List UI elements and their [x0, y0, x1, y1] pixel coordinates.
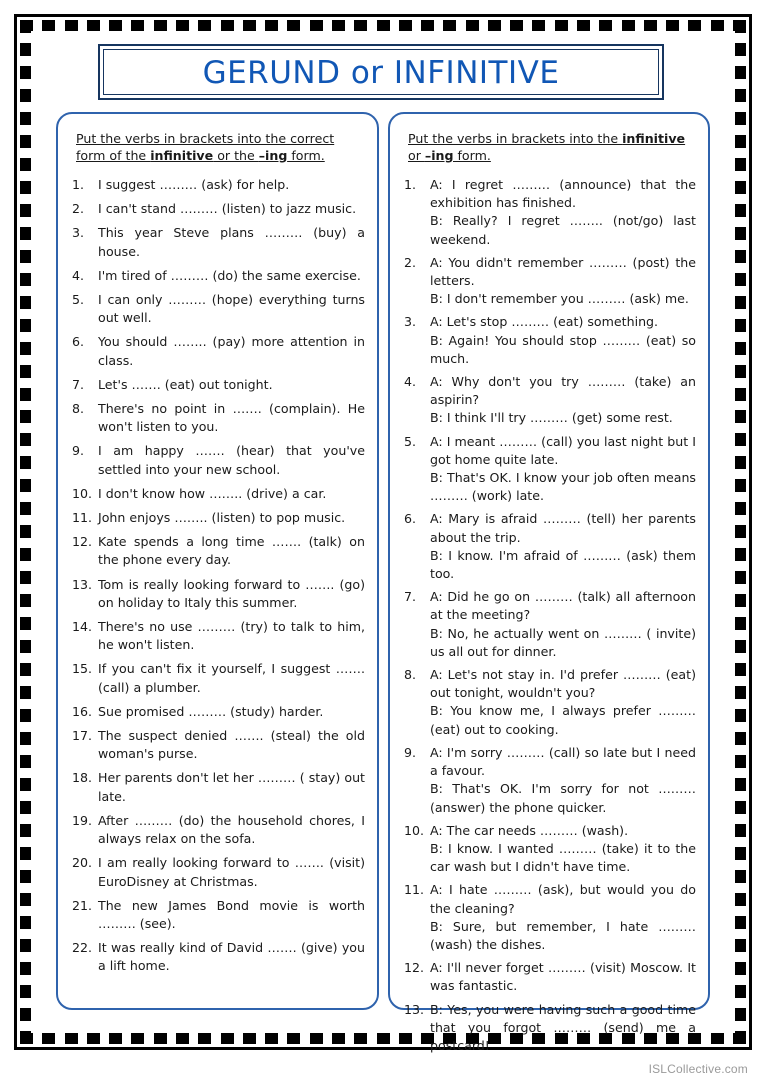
item-number: 9. [72, 443, 85, 459]
list-item [72, 812, 365, 848]
item-number: 1. [72, 177, 85, 192]
item-text: Her parents don't let her ……… ( stay) out late. [98, 770, 365, 804]
item-text: B: Again! You should stop ……… (eat) so much. [430, 332, 696, 366]
item-text: B: I don't remember you ……… (ask) me. [430, 291, 689, 307]
instructions-left-infinitive: infinitive [150, 148, 214, 163]
item-text: I can only ……… (hope) everything turns out well. [98, 292, 365, 326]
instructions-left-line2e: form. [287, 148, 325, 163]
worksheet-title-box [98, 44, 664, 100]
list-item [404, 1001, 696, 1056]
item-number: 19. [72, 812, 93, 828]
list-item [72, 660, 365, 696]
item-number: 4. [72, 267, 85, 283]
instructions-left-line2c: or the [213, 148, 259, 163]
item-number: 3. [72, 225, 85, 241]
item-text: I am really looking forward to ……. (visit) EuroDisney at Christmas. [98, 855, 365, 889]
item-text: The new James Bond movie is worth ……… (see). [98, 897, 365, 931]
item-number: 22. [72, 940, 93, 956]
item-number: 7. [72, 376, 85, 392]
instructions-left-line1: Put the verbs in brackets into the correct [76, 131, 335, 146]
item-number: 4. [404, 374, 417, 390]
list-item [72, 576, 365, 612]
item-text: B: I think I'll try ……… (get) some rest. [430, 410, 673, 426]
item-text: A: The car needs ……… (wash). [430, 822, 629, 838]
item-text: A: I hate ……… (ask), but would you do the cleaning? [430, 882, 696, 916]
list-item [72, 485, 365, 503]
item-text: A: Mary is afraid ……… (tell) her parents about the trip. [430, 511, 696, 545]
exercise-column-left [56, 112, 379, 1010]
item-number: 12. [72, 534, 93, 550]
item-text: A: I'm sorry ……… (call) so late but I need a favour. [430, 744, 696, 779]
page-title: GERUND or INFINITIVE [202, 55, 560, 91]
list-item [72, 703, 365, 721]
item-number: 8. [72, 401, 85, 417]
item-text: Tom is really looking forward to ……. (go) on holiday to Italy this summer. [98, 576, 365, 610]
item-number: 16. [72, 703, 93, 719]
instructions-left-ing: –ing [258, 148, 288, 163]
list-item [72, 854, 365, 890]
item-number: 2. [404, 254, 417, 270]
item-number: 12. [404, 960, 425, 976]
item-text: John enjoys …….. (listen) to pop music. [98, 510, 346, 526]
list-item [72, 533, 365, 569]
item-number: 15. [72, 661, 93, 677]
instructions-left [76, 130, 365, 164]
list-item [72, 176, 365, 194]
item-text: There's no use ……… (try) to talk to him, he won't listen. [98, 619, 365, 653]
instructions-right-infinitive: infinitive [622, 131, 686, 146]
list-item [404, 176, 696, 249]
item-number: 13. [72, 576, 93, 592]
item-text: A: I regret ……… (announce) that the exhibition has finished. [430, 177, 696, 211]
item-text: Let's ……. (eat) out tonight. [98, 376, 273, 392]
item-text: B: Yes, you were having such a good time that you forgot ……… (send) me a postcard! [430, 1001, 696, 1053]
item-text: B: That's OK. I know your job often means ……… (work) late. [430, 470, 696, 504]
item-text: There's no point in ……. (complain). He won't listen to you. [98, 401, 365, 435]
list-item [404, 433, 696, 506]
item-number: 21. [72, 897, 93, 913]
item-number: 5. [404, 433, 417, 449]
list-item [404, 959, 696, 995]
instructions-right-line1a: Put the verbs in brackets into the [408, 131, 623, 146]
item-text: Kate spends a long time ……. (talk) on the phone every day. [98, 534, 365, 568]
list-item [404, 254, 696, 309]
list-item [72, 509, 365, 527]
instructions-right-line2a: or [408, 148, 425, 163]
list-item [72, 333, 365, 369]
item-text: Sue promised ……… (study) harder. [98, 703, 324, 719]
instructions-left-line2a: form of the [76, 148, 151, 163]
list-item [404, 588, 696, 661]
item-text: If you can't fix it yourself, I suggest ……. (call) a plumber. [98, 661, 365, 695]
item-text: The suspect denied ……. (steal) the old woman's purse. [98, 728, 365, 762]
item-number: 8. [404, 667, 417, 683]
list-item [404, 822, 696, 877]
list-item [72, 769, 365, 805]
list-item [404, 666, 696, 739]
item-number: 2. [72, 201, 85, 217]
item-text: A: Let's not stay in. I'd prefer ……… (eat) out tonight, wouldn't you? [430, 667, 696, 701]
item-number: 5. [72, 292, 85, 308]
item-text: B: No, he actually went on ……… ( invite) us all out for dinner. [430, 625, 696, 659]
decorative-dash-left [20, 20, 31, 1044]
item-number: 10. [72, 485, 93, 501]
list-item [404, 510, 696, 583]
instructions-right-ing: –ing [424, 148, 454, 163]
list-item [72, 442, 365, 478]
list-item [72, 897, 365, 933]
item-number: 9. [404, 744, 417, 760]
item-text: This year Steve plans ……… (buy) a house. [98, 225, 365, 259]
item-number: 6. [72, 334, 85, 350]
list-item [72, 400, 365, 436]
list-item [404, 744, 696, 817]
exercise-column-right [388, 112, 710, 1053]
item-number: 3. [404, 314, 417, 330]
item-number: 1. [404, 177, 417, 192]
list-item [72, 376, 365, 394]
item-number: 13. [404, 1001, 425, 1017]
item-text: A: Why don't you try ……… (take) an aspirin? [430, 374, 696, 408]
item-number: 17. [72, 728, 93, 744]
list-item [72, 939, 365, 975]
item-number: 20. [72, 855, 93, 871]
item-number: 7. [404, 589, 417, 605]
list-item [404, 373, 696, 428]
item-text: A: Did he go on ……… (talk) all afternoon at the meeting? [430, 589, 696, 623]
item-text: It was really kind of David ……. (give) you a lift home. [98, 940, 365, 974]
item-text: I'm tired of ……… (do) the same exercise. [98, 267, 361, 283]
list-item [404, 881, 696, 954]
question-list-left [72, 176, 365, 976]
list-item [72, 618, 365, 654]
item-text: A: You didn't remember ……… (post) the letters. [430, 254, 696, 289]
item-text: A: Let's stop ……… (eat) something. [430, 314, 659, 330]
list-item [72, 200, 365, 218]
list-item [72, 267, 365, 285]
list-item [72, 727, 365, 763]
item-number: 10. [404, 822, 425, 838]
item-text: A: I'll never forget ……… (visit) Moscow. It was fantastic. [430, 960, 696, 994]
question-list-right [404, 176, 696, 1055]
item-text: B: That's OK. I'm sorry for not ……… (answer) the phone quicker. [430, 781, 696, 815]
item-text: I am happy ……. (hear) that you've settled into your new school. [98, 443, 365, 477]
instructions-right-line2c: form. [453, 148, 491, 163]
item-text: I suggest ……… (ask) for help. [98, 177, 290, 192]
item-number: 6. [404, 511, 417, 527]
item-text: A: I meant ……… (call) you last night but I got home quite late. [430, 433, 696, 467]
list-item [72, 291, 365, 327]
item-text: I don't know how …….. (drive) a car. [98, 485, 327, 501]
item-number: 18. [72, 770, 93, 786]
item-number: 11. [72, 510, 93, 526]
item-text: I can't stand ……… (listen) to jazz music. [98, 201, 357, 217]
item-text: B: Sure, but remember, I hate ……… (wash) the dishes. [430, 918, 696, 952]
item-number: 14. [72, 619, 93, 635]
item-text: B: Really? I regret …….. (not/go) last weekend. [430, 213, 696, 247]
item-text: After ……… (do) the household chores, I always relax on the sofa. [98, 812, 365, 847]
decorative-dash-top [20, 20, 746, 31]
item-text: B: You know me, I always prefer ……… (eat) out to cooking. [430, 703, 696, 737]
item-text: B: I know. I wanted ……… (take) it to the car wash but I didn't have time. [430, 840, 696, 875]
item-text: B: I know. I'm afraid of ……… (ask) them too. [430, 547, 696, 582]
item-number: 11. [404, 882, 425, 898]
site-watermark: ISLCollective.com [648, 1062, 748, 1076]
instructions-right [408, 130, 696, 164]
decorative-dash-right [735, 20, 746, 1044]
item-text: You should …….. (pay) more attention in class. [98, 334, 365, 368]
list-item [72, 224, 365, 260]
list-item [404, 313, 696, 368]
